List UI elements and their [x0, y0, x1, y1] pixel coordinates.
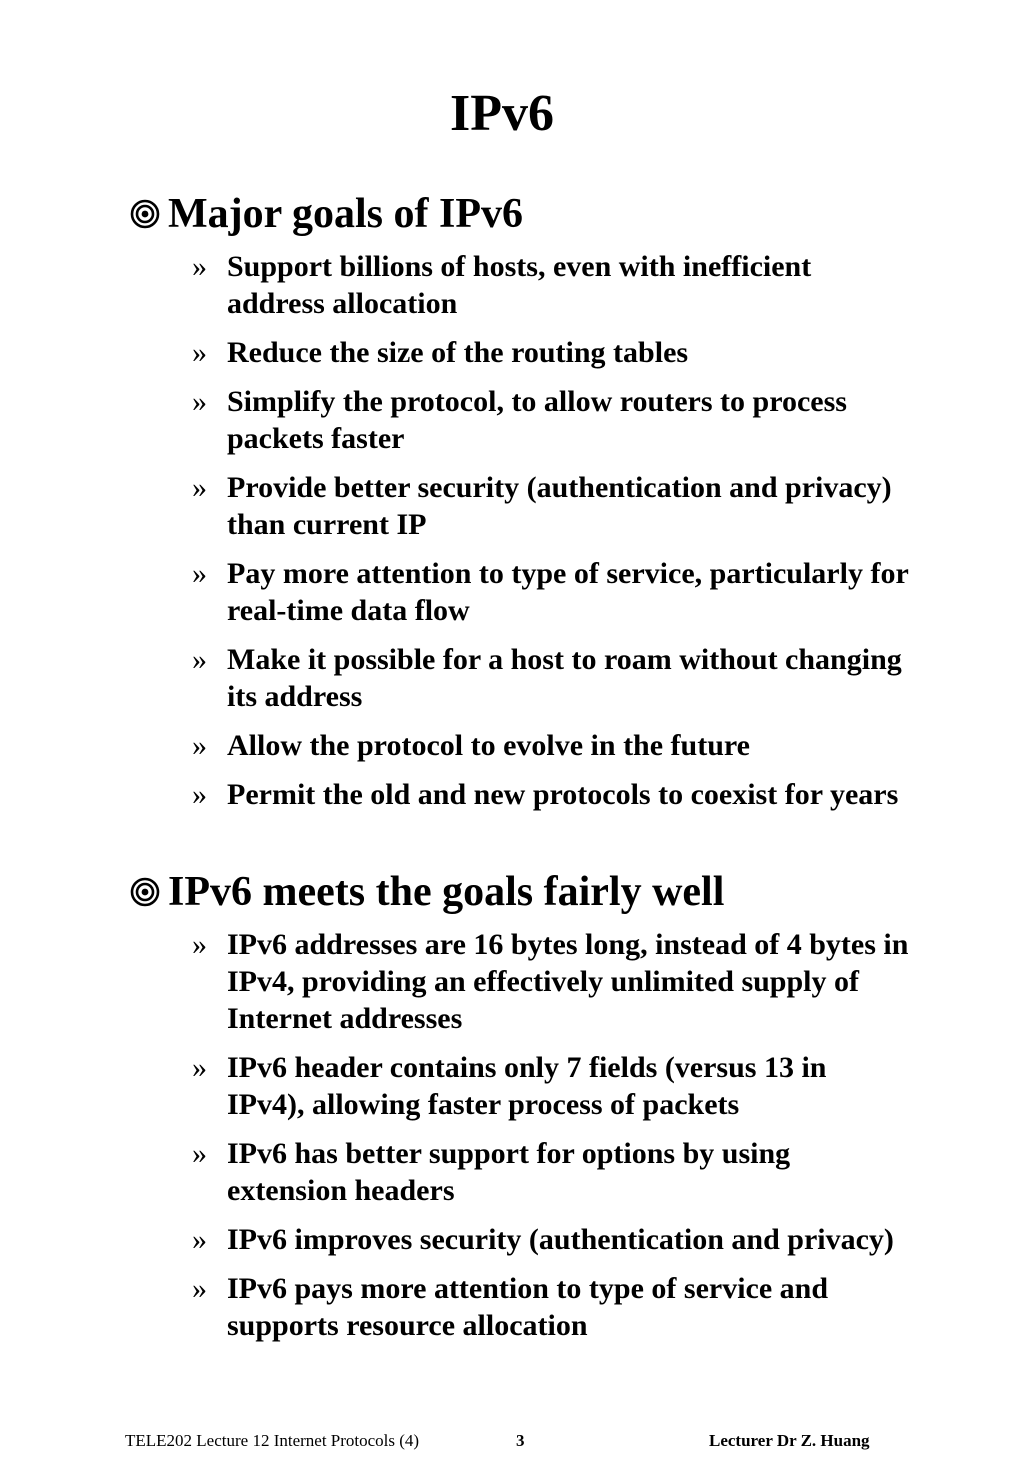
bullet-marker: »: [192, 729, 207, 762]
bullet-item: [130, 555, 910, 629]
bullet-list: [130, 926, 910, 1344]
bullet-marker: »: [192, 928, 207, 961]
target-bullet-icon: [130, 877, 160, 907]
bullet-marker: »: [192, 250, 207, 283]
bullet-marker: »: [192, 557, 207, 590]
bullet-text: Support billions of hosts, even with inefficient address allocation: [227, 250, 812, 320]
bullet-marker: »: [192, 778, 207, 811]
bullet-marker: »: [192, 385, 207, 418]
bullet-text: IPv6 pays more attention to type of service and supports resource allocation: [227, 1272, 829, 1342]
section-heading-text: Major goals of IPv6: [168, 191, 524, 237]
bullet-marker: »: [192, 336, 207, 369]
page-title: IPv6: [450, 85, 554, 142]
bullet-text: IPv6 improves security (authentication and privacy): [227, 1223, 894, 1256]
bullet-item: [130, 1049, 910, 1123]
bullet-text: Make it possible for a host to roam without changing its address: [227, 643, 902, 713]
bullet-marker: »: [192, 1137, 207, 1170]
bullet-item: [130, 776, 910, 813]
bullet-marker: »: [192, 1272, 207, 1305]
bullet-text: Pay more attention to type of service, particularly for real-time data flow: [227, 557, 909, 627]
bullet-item: [130, 1135, 910, 1209]
bullet-text: IPv6 addresses are 16 bytes long, instead of 4 bytes in IPv4, providing an effectively unlimited supply of Internet addresses: [227, 928, 909, 1035]
bullet-item: [130, 1221, 910, 1258]
bullet-marker: »: [192, 643, 207, 676]
bullet-marker: »: [192, 1051, 207, 1084]
bullet-list: [130, 248, 910, 813]
bullet-text: Provide better security (authentication and privacy) than current IP: [227, 471, 892, 541]
bullet-item: [130, 383, 910, 457]
section-major-goals: [130, 190, 910, 825]
bullet-text: IPv6 header contains only 7 fields (versus 13 in IPv4), allowing faster process of packets: [227, 1051, 827, 1121]
footer-course: TELE202 Lecture 12 Internet Protocols (4): [125, 1431, 420, 1450]
section-meets-goals: [130, 868, 910, 1356]
bullet-text: IPv6 has better support for options by using extension headers: [227, 1137, 791, 1207]
section-heading: [130, 190, 910, 238]
bullet-item: [130, 641, 910, 715]
section-heading-text: IPv6 meets the goals fairly well: [168, 869, 725, 915]
bullet-item: [130, 926, 910, 1037]
footer-lecturer: Lecturer Dr Z. Huang: [709, 1431, 870, 1450]
bullet-text: Allow the protocol to evolve in the future: [227, 729, 750, 762]
bullet-marker: »: [192, 1223, 207, 1256]
bullet-item: [130, 1270, 910, 1344]
bullet-text: Permit the old and new protocols to coexist for years: [227, 778, 899, 811]
bullet-text: Reduce the size of the routing tables: [227, 336, 689, 369]
bullet-item: [130, 469, 910, 543]
bullet-text: Simplify the protocol, to allow routers to process packets faster: [227, 385, 847, 455]
footer-page-number: 3: [516, 1431, 525, 1450]
bullet-item: [130, 248, 910, 322]
bullet-item: [130, 334, 910, 371]
bullet-marker: »: [192, 471, 207, 504]
target-bullet-icon: [130, 199, 160, 229]
bullet-item: [130, 727, 910, 764]
section-heading: [130, 868, 910, 916]
